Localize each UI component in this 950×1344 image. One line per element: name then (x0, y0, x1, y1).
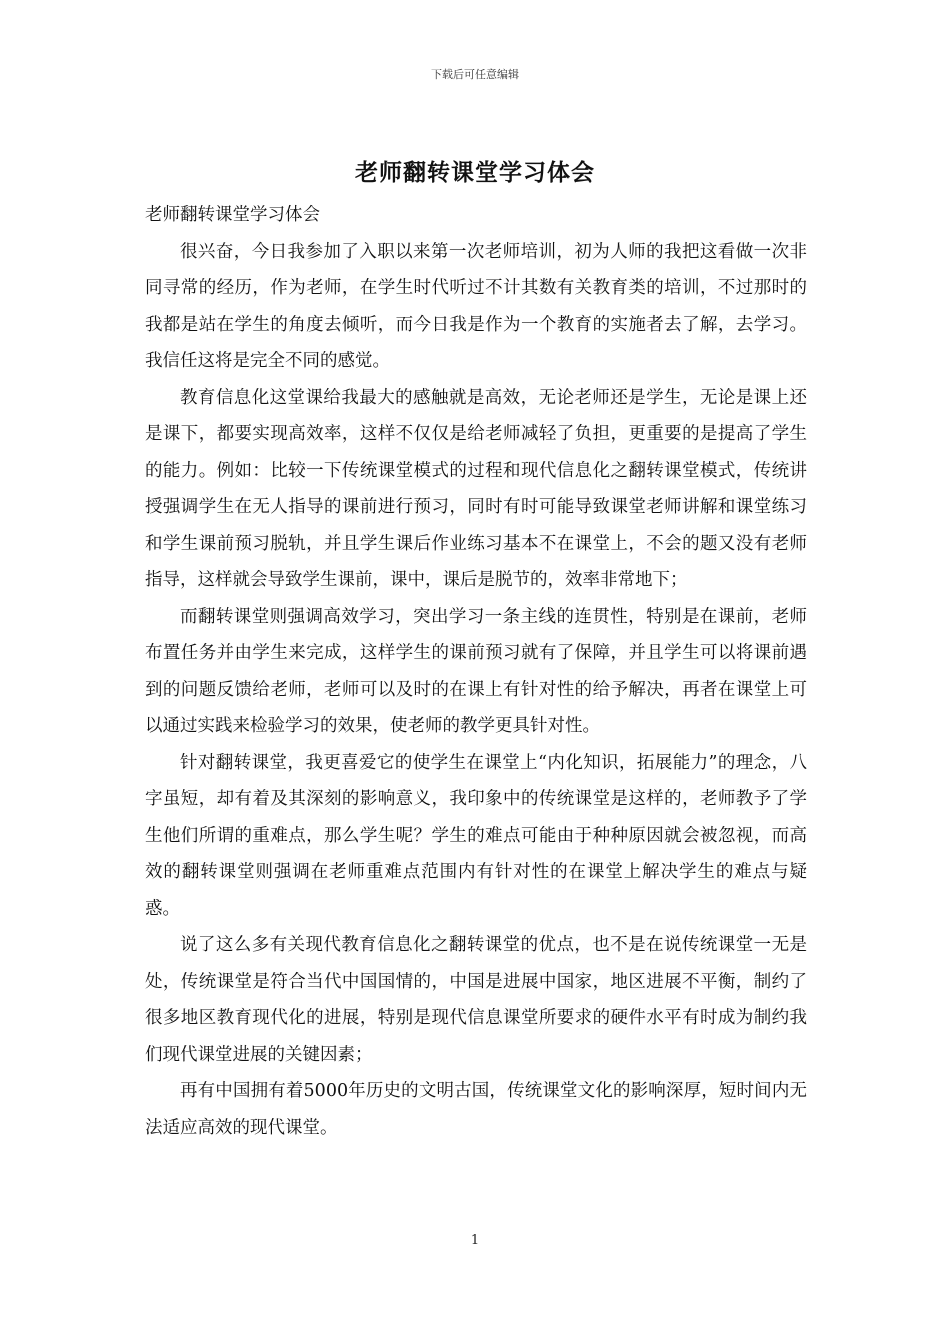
paragraph-4: 针对翻转课堂，我更喜爱它的使学生在课堂上“内化知识，拓展能力”的理念，八字虽短，却有着及其深刻的影响意义，我印象中的传统课堂是这样的，老师教予了学生他们所谓的重难点，那么学生呢？学生的难点可能由于种种原因就会被忽视，而高效的翻转课堂则强调在老师重难点范围内有针对性的在课堂上解决学生的难点与疑惑。 (145, 752, 807, 919)
paragraph-5: 说了这么多有关现代教育信息化之翻转课堂的优点，也不是在说传统课堂一无是处，传统课堂是符合当代中国国情的，中国是进展中国家，地区进展不平衡，制约了很多地区教育现代化的进展，特别是现代信息课堂所要求的硬件水平有时成为制约我们现代课堂进展的关键因素； (145, 935, 807, 1065)
document-subtitle: 老师翻转课堂学习体会 (145, 205, 320, 225)
paragraph-6: 再有中国拥有着5000年历史的文明古国，传统课堂文化的影响深厚，短时间内无法适应高效的现代课堂。 (145, 1081, 807, 1138)
document-body (145, 197, 807, 1146)
document-title: 老师翻转课堂学习体会 (355, 160, 595, 186)
paragraph-1: 很兴奋，今日我参加了入职以来第一次老师培训，初为人师的我把这看做一次非同寻常的经历，作为老师，在学生时代听过不计其数有关教育类的培训，不过那时的我都是站在学生的角度去倾听，而今日我是作为一个教育的实施者去了解，去学习。我信任这将是完全不同的感觉。 (145, 241, 807, 371)
page-number: 1 (470, 1233, 480, 1248)
paragraph-3: 而翻转课堂则强调高效学习，突出学习一条主线的连贯性，特别是在课前，老师布置任务并由学生来完成，这样学生的课前预习就有了保障，并且学生可以将课前遇到的问题反馈给老师，老师可以及时的在课上有针对性的给予解决，再者在课堂上可以通过实践来检验学习的效果，使老师的教学更具针对性。 (145, 606, 807, 736)
paragraph-2: 教育信息化这堂课给我最大的感触就是高效，无论老师还是学生，无论是课上还是课下，都要实现高效率，这样不仅仅是给老师减轻了负担，更重要的是提高了学生的能力。例如：比较一下传统课堂模式的过程和现代信息化之翻转课堂模式，传统讲授强调学生在无人指导的课前进行预习，同时有时可能导致课堂老师讲解和课堂练习和学生课前预习脱轨，并且学生课后作业练习基本不在课堂上，不会的题又没有老师指导，这样就会导致学生课前，课中，课后是脱节的，效率非常地下； (145, 387, 807, 590)
page-header: 下载后可任意编辑 (431, 68, 519, 81)
